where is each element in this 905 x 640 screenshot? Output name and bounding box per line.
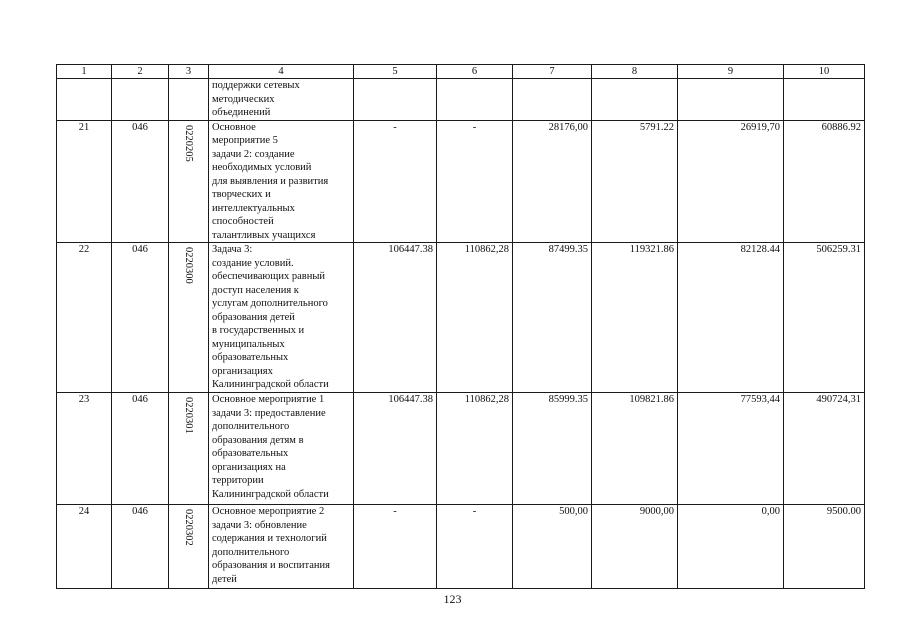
activity-name-line: обеспечивающих равный (212, 271, 326, 282)
column-header-4: 4 (209, 65, 354, 79)
activity-name-line: необходимых условий (212, 162, 312, 173)
amount-cell-6: - (437, 120, 513, 243)
budget-classification-cell (169, 393, 209, 505)
amount-cell-8: 119321.86 (592, 243, 678, 393)
row-number-cell: 23 (57, 393, 112, 505)
amount-cell-5: 106447.38 (354, 393, 437, 505)
amount-cell-8 (592, 79, 678, 121)
amount-cell-7: 500,00 (513, 505, 592, 589)
activity-name-line: Основное мероприятие 2 (212, 506, 325, 517)
budget-classification-code: 0220205 (182, 124, 194, 162)
budget-classification-code: 0220302 (182, 509, 194, 546)
amount-cell-9: 77593,44 (678, 393, 784, 505)
amount-cell-5: 106447.38 (354, 243, 437, 393)
activity-name-line: образования детям в (212, 434, 304, 446)
column-header-10: 10 (784, 65, 865, 79)
activity-name-line: способностей (212, 216, 274, 227)
table-row (57, 393, 865, 505)
amount-cell-6: 110862,28 (437, 393, 513, 505)
activity-name-line: объединений (212, 107, 271, 118)
department-code-cell (112, 79, 169, 121)
column-header-9: 9 (678, 65, 784, 79)
activity-name-line: интеллектуальных (212, 202, 295, 214)
amount-cell-9: 0,00 (678, 505, 784, 589)
table-body (57, 79, 865, 589)
activity-name-line: Основное мероприятие 1 (212, 394, 325, 405)
amount-cell-6 (437, 79, 513, 121)
row-number-cell (57, 79, 112, 121)
table-row (57, 243, 865, 393)
amount-cell-8: 5791.22 (592, 120, 678, 243)
activity-name-line: методических (212, 93, 275, 105)
column-header-5: 5 (354, 65, 437, 79)
table-row (57, 79, 865, 121)
column-header-8: 8 (592, 65, 678, 79)
activity-name-line: для выявления и развития (212, 175, 329, 187)
activity-name-line: территории (212, 475, 264, 486)
activity-name-line: доступ населения к (212, 284, 299, 296)
amount-cell-9: 26919,70 (678, 120, 784, 243)
header-row (57, 65, 865, 79)
budget-table (56, 64, 865, 589)
table-row (57, 120, 865, 243)
activity-name-line: содержания и технологий (212, 533, 327, 544)
amount-cell-8: 9000,00 (592, 505, 678, 589)
budget-classification-cell (169, 243, 209, 393)
amount-cell-8: 109821.86 (592, 393, 678, 505)
activity-name-line: задачи 3: обновление (212, 519, 307, 531)
activity-name-line: создание условий. (212, 257, 294, 269)
column-header-6: 6 (437, 65, 513, 79)
activity-name-line: образования детей (212, 311, 295, 323)
amount-cell-5: - (354, 505, 437, 589)
column-header-2: 2 (112, 65, 169, 79)
row-number-cell: 24 (57, 505, 112, 589)
row-number-cell: 21 (57, 120, 112, 243)
amount-cell-9: 82128.44 (678, 243, 784, 393)
column-header-1: 1 (57, 65, 112, 79)
activity-name-line: организациях на (212, 461, 286, 473)
amount-cell-10: 60886.92 (784, 120, 865, 243)
department-code-cell: 046 (112, 393, 169, 505)
activity-name-line: задачи 3: предоставление (212, 407, 326, 419)
department-code-cell: 046 (112, 120, 169, 243)
department-code-cell: 046 (112, 505, 169, 589)
table-row (57, 505, 865, 589)
activity-name-line: образования и воспитания (212, 560, 330, 571)
amount-cell-6: - (437, 505, 513, 589)
activity-name-cell (209, 243, 354, 393)
activity-name-line: творческих и (212, 189, 271, 200)
budget-classification-cell (169, 120, 209, 243)
activity-name-line: Калининградской области (212, 488, 329, 500)
amount-cell-7: 28176,00 (513, 120, 592, 243)
budget-classification-cell (169, 79, 209, 121)
amount-cell-10: 9500.00 (784, 505, 865, 589)
column-header-7: 7 (513, 65, 592, 79)
amount-cell-5: - (354, 120, 437, 243)
amount-cell-7: 87499.35 (513, 243, 592, 393)
activity-name-cell (209, 393, 354, 505)
activity-name-line: поддержки сетевых (212, 80, 300, 91)
amount-cell-7: 85999.35 (513, 393, 592, 505)
activity-name-line: муниципальных (212, 338, 285, 350)
amount-cell-7 (513, 79, 592, 121)
budget-classification-code: 0220301 (182, 397, 194, 434)
activity-name-cell (209, 79, 354, 121)
activity-name-line: талантливых учащихся (212, 229, 316, 241)
activity-name-line: Задача 3: (212, 244, 253, 255)
amount-cell-10: 490724,31 (784, 393, 865, 505)
activity-name-line: задачи 2: создание (212, 148, 295, 160)
activity-name-line: образовательных (212, 448, 289, 459)
budget-classification-code: 0220300 (182, 247, 194, 284)
activity-name-line: услугам дополнительного (212, 298, 328, 309)
activity-name-line: дополнительного (212, 421, 290, 432)
activity-name-line: дополнительного (212, 546, 290, 558)
amount-cell-10 (784, 79, 865, 121)
activity-name-cell (209, 120, 354, 243)
activity-name-cell (209, 505, 354, 589)
activity-name-line: в государственных и (212, 325, 305, 336)
budget-classification-cell (169, 505, 209, 589)
amount-cell-6: 110862,28 (437, 243, 513, 393)
department-code-cell: 046 (112, 243, 169, 393)
activity-name-line: мероприятие 5 (212, 135, 278, 146)
row-number-cell: 22 (57, 243, 112, 393)
column-header-3: 3 (169, 65, 209, 79)
activity-name-line: детей (212, 573, 237, 585)
activity-name-line: образовательных (212, 352, 289, 363)
amount-cell-9 (678, 79, 784, 121)
activity-name-line: Основное (212, 121, 256, 133)
page-number: 123 (443, 592, 462, 606)
activity-name-line: Калининградской области (212, 379, 329, 390)
activity-name-line: организациях (212, 365, 273, 377)
amount-cell-10: 506259.31 (784, 243, 865, 393)
amount-cell-5 (354, 79, 437, 121)
